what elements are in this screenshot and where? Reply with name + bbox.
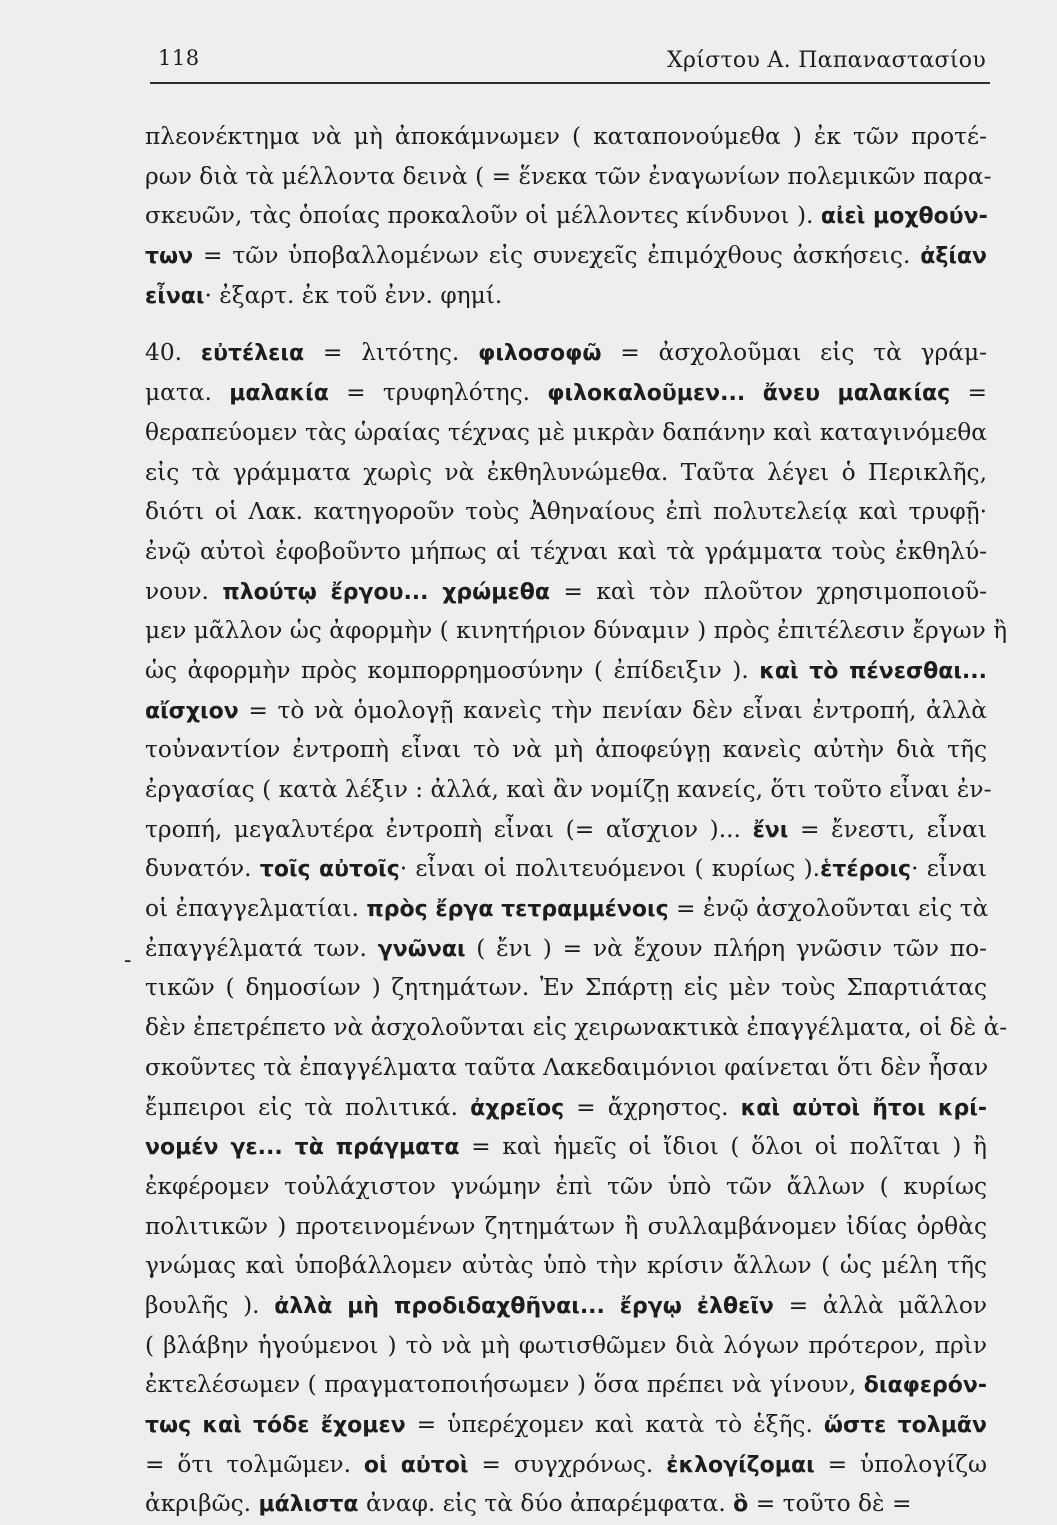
text-line	[145, 770, 992, 810]
text-line	[145, 651, 987, 691]
text-segment: ἐπαγγέλματά των.	[145, 934, 378, 962]
text-line	[145, 730, 987, 770]
text-segment: πολιτικῶν ) προτεινομένων ζητημάτων ἢ συλλαμβάνομεν ἰδίας ὀρθὰς	[145, 1212, 987, 1240]
text-line	[145, 810, 987, 850]
text-segment: διότι οἱ Λακ. κατηγοροῦν τοὺς Ἀθηναίους ἐπὶ πολυτελείᾳ καὶ τρυφῇ·	[145, 498, 987, 526]
text-segment: · εἶναι	[911, 855, 987, 883]
text-segment: = ἄχρηστος.	[564, 1093, 741, 1121]
bold-lemma: αἰεὶ μοχθούν-	[820, 204, 988, 230]
margin-mark: -	[124, 948, 132, 973]
bold-lemma: ὥστε τολμᾶν	[823, 1413, 987, 1438]
text-line	[145, 889, 987, 929]
text-segment: θεραπεύομεν τὰς ὡραίας τέχνας μὲ μικρὰν δαπάνην καὶ καταγινόμεθα	[145, 418, 987, 446]
text-line	[145, 1048, 987, 1088]
bold-lemma: ἑτέροις	[820, 857, 912, 883]
bold-lemma: φιλοκαλοῦμεν... ἄνευ μαλακίας	[547, 381, 951, 407]
text-segment: οἱ ἐπαγγελματίαι.	[145, 895, 367, 923]
text-segment: = τῶν ὑποβαλλομένων εἰς συνεχεῖς ἐπιμόχθους ἀσκήσεις.	[193, 242, 921, 270]
text-line	[145, 1445, 987, 1485]
bold-lemma: εἶναι	[145, 283, 205, 309]
text-segment: = ἀλλὰ μᾶλλον	[773, 1291, 988, 1319]
text-segment: 40.	[145, 339, 201, 367]
bold-lemma: διαφερόν-	[863, 1373, 987, 1399]
text-line	[145, 691, 987, 731]
text-segment: =	[950, 379, 987, 407]
text-line	[145, 1167, 987, 1207]
text-line	[145, 1127, 987, 1167]
text-line	[145, 1365, 987, 1405]
text-line	[145, 532, 987, 572]
running-head: Χρίστου Α. Παπαναστασίου	[667, 48, 986, 73]
text-segment: = λιτότης.	[304, 339, 479, 367]
text-segment: σκοῦντες τὰ ἐπαγγέλματα ταῦτα Λακεδαιμόνιοι φαίνεται ὅτι δὲν ἦσαν	[145, 1053, 989, 1081]
text-line	[145, 492, 987, 532]
bold-lemma: μάλιστα	[258, 1492, 359, 1518]
text-segment: ἐκτελέσωμεν ( πραγματοποιήσωμεν ) ὅσα πρέπει νὰ γίνουν,	[145, 1371, 864, 1399]
text-line	[145, 929, 987, 969]
text-line	[145, 1405, 987, 1445]
bold-lemma: οἱ αὐτοὶ	[363, 1452, 469, 1478]
text-line	[145, 276, 987, 316]
text-line	[145, 849, 987, 889]
text-segment: νουν.	[145, 577, 223, 605]
page-header	[150, 38, 990, 84]
text-line	[145, 572, 987, 612]
bold-lemma: γνῶναι	[377, 936, 466, 962]
text-line	[145, 1246, 987, 1286]
text-segment: πλεονέκτημα νὰ μὴ ἀποκάμνωμεν ( καταπονούμεθα ) ἐκ τῶν προτέ-	[145, 123, 987, 150]
text-line	[145, 373, 987, 413]
text-line	[145, 1088, 987, 1128]
text-segment: ἐργασίας ( κατὰ λέξιν : ἀλλά, καὶ ἂν νομίζῃ κανείς, ὅτι τοῦτο εἶναι ἐν-	[145, 776, 992, 803]
text-segment: γνώμας καὶ ὑποβάλλομεν αὐτὰς ὑπὸ τὴν κρίσιν ἄλλων ( ὡς μέλη τῆς	[145, 1252, 987, 1280]
text-segment: εἰς τὰ γράμματα χωρὶς νὰ ἐκθηλυνώμεθα. Ταῦτα λέγει ὁ Περικλῆς,	[145, 458, 987, 486]
text-segment: = καὶ ἡμεῖς οἱ ἴδιοι ( ὅλοι οἱ πολῖται ) ἢ	[459, 1133, 987, 1161]
bold-lemma: ἐκλογίζομαι	[666, 1452, 815, 1478]
text-line	[145, 157, 992, 197]
text-line	[145, 196, 987, 236]
bold-lemma: νομέν γε... τὰ πράγματα	[145, 1135, 460, 1161]
text-segment: ἀναφ. εἰς τὰ δύο ἀπαρέμφατα.	[358, 1490, 734, 1518]
bold-lemma: τως καὶ τόδε ἔχομεν	[145, 1413, 406, 1438]
text-line	[145, 117, 987, 157]
text-segment: = ὑπολογίζω	[814, 1450, 987, 1478]
text-segment: = ἐνῷ ἀσχολοῦνται εἰς τὰ	[668, 895, 989, 923]
text-segment: ματα.	[145, 379, 230, 407]
text-segment: σκευῶν, τὰς ὁποίας προκαλοῦν οἱ μέλλοντες κίνδυνοι ).	[145, 202, 821, 230]
text-line	[145, 1008, 1008, 1048]
text-segment: βουλῆς ).	[145, 1291, 275, 1319]
text-segment: = ὅτι τολμῶμεν.	[145, 1450, 364, 1478]
text-segment: · εἶναι οἱ πολιτευόμενοι ( κυρίως ).	[399, 855, 821, 883]
text-segment: δυνατόν.	[145, 855, 260, 883]
text-line	[145, 333, 987, 373]
bold-lemma: ἔνι	[752, 817, 789, 843]
text-segment: = συγχρόνως.	[468, 1450, 667, 1478]
text-line	[145, 1326, 987, 1366]
bold-lemma: πλούτῳ ἔργου... χρώμεθα	[222, 579, 550, 605]
text-line	[145, 968, 987, 1008]
text-segment: · ἐξαρτ. ἐκ τοῦ ἐνν. φημί.	[204, 281, 503, 309]
bold-lemma: τοῖς αὐτοῖς	[259, 857, 400, 883]
text-line	[145, 1207, 987, 1247]
bold-lemma: ἀχρεῖος	[470, 1095, 565, 1121]
bold-lemma: καὶ τὸ πένεσθαι...	[759, 658, 987, 684]
text-segment: ( ἔνι ) = νὰ ἔχουν πλήρη γνῶσιν τῶν πο-	[465, 934, 987, 962]
text-segment: = τὸ νὰ ὁμολογῇ κανεὶς τὴν πενίαν δὲν εἶναι ἐντροπή, ἀλλὰ	[238, 696, 987, 724]
bold-lemma: των	[145, 244, 194, 270]
bold-lemma: ἀξίαν	[920, 244, 987, 270]
text-segment: = τοῦτο δὲ =	[748, 1490, 912, 1518]
text-segment: ἀκριβῶς.	[145, 1490, 259, 1518]
text-line	[145, 453, 987, 493]
body-text	[145, 117, 1008, 1524]
text-segment: τικῶν ( δημοσίων ) ζητημάτων. Ἐν Σπάρτῃ εἰς μὲν τοὺς Σπαρτιάτας	[145, 974, 987, 1002]
text-segment: ἐνῷ αὐτοὶ ἐφοβοῦντο μήπως αἱ τέχναι καὶ τὰ γράμματα τοὺς ἐκθηλύ-	[145, 537, 987, 565]
bold-lemma: πρὸς ἔργα τετραμμένοις	[366, 897, 669, 923]
bold-lemma: καὶ αὐτοὶ ἤτοι κρί-	[740, 1095, 987, 1121]
paragraph	[145, 117, 992, 315]
text-segment: ὡς ἀφορμὴν πρὸς κομπορρημοσύνην ( ἐπίδειξιν ).	[145, 656, 760, 684]
text-segment: ( βλάβην ἡγούμενοι ) τὸ νὰ μὴ φωτισθῶμεν διὰ λόγων πρότερον, πρὶν	[145, 1331, 987, 1359]
text-segment: = ἀσχολοῦμαι εἰς τὰ γράμ-	[601, 339, 987, 367]
bold-lemma: εὐτέλεια	[200, 341, 305, 367]
text-line	[145, 236, 987, 276]
text-segment: = ἔνεστι, εἶναι	[788, 815, 987, 843]
paragraph	[145, 333, 1008, 1524]
text-line	[145, 1484, 987, 1524]
text-segment: τοὐναντίον ἐντροπὴ εἶναι τὸ νὰ μὴ ἀποφεύγῃ κανεὶς αὐτὴν διὰ τῆς	[145, 736, 987, 764]
text-segment: ἔμπειροι εἰς τὰ πολιτικά.	[145, 1093, 471, 1121]
text-segment: δὲν ἐπετρέπετο νὰ ἀσχολοῦνται εἰς χειρωνακτικὰ ἐπαγγέλματα, οἱ δὲ ἀ-	[145, 1014, 1008, 1042]
header-rule	[150, 82, 990, 84]
text-segment: τροπή, μεγαλυτέρα ἐντροπὴ εἶναι (= αἴσχιον )...	[145, 815, 753, 843]
bold-lemma: αἴσχιον	[145, 698, 239, 724]
text-line	[145, 1286, 987, 1326]
text-segment: μεν μᾶλλον ὡς ἀφορμὴν ( κινητήριον δύναμιν ) πρὸς ἐπιτέλεσιν ἔργων ἢ	[145, 617, 1008, 645]
bold-lemma: ἀλλὰ μὴ προδιδαχθῆναι... ἔργῳ ἐλθεῖν	[274, 1293, 774, 1319]
text-segment: ἐκφέρομεν τοὐλάχιστον γνώμην ἐπὶ τῶν ὑπὸ τῶν ἄλλων ( κυρίως	[145, 1172, 987, 1200]
page-number: 118	[158, 46, 200, 70]
text-segment: = καὶ τὸν πλοῦτον χρησιμοποιοῦ-	[549, 577, 987, 605]
bold-lemma: φιλοσοφῶ	[478, 341, 602, 367]
text-line	[145, 611, 1008, 651]
text-segment: ρων διὰ τὰ μέλλοντα δεινὰ ( = ἕνεκα τῶν ἐναγωνίων πολεμικῶν παρα-	[145, 162, 992, 190]
bold-lemma: ὃ	[733, 1492, 749, 1518]
text-line	[145, 413, 987, 453]
bold-lemma: μαλακία	[229, 381, 329, 407]
text-segment: = τρυφηλότης.	[328, 379, 548, 407]
text-segment: = ὑπερέχομεν καὶ κατὰ τὸ ἑξῆς.	[405, 1411, 824, 1438]
